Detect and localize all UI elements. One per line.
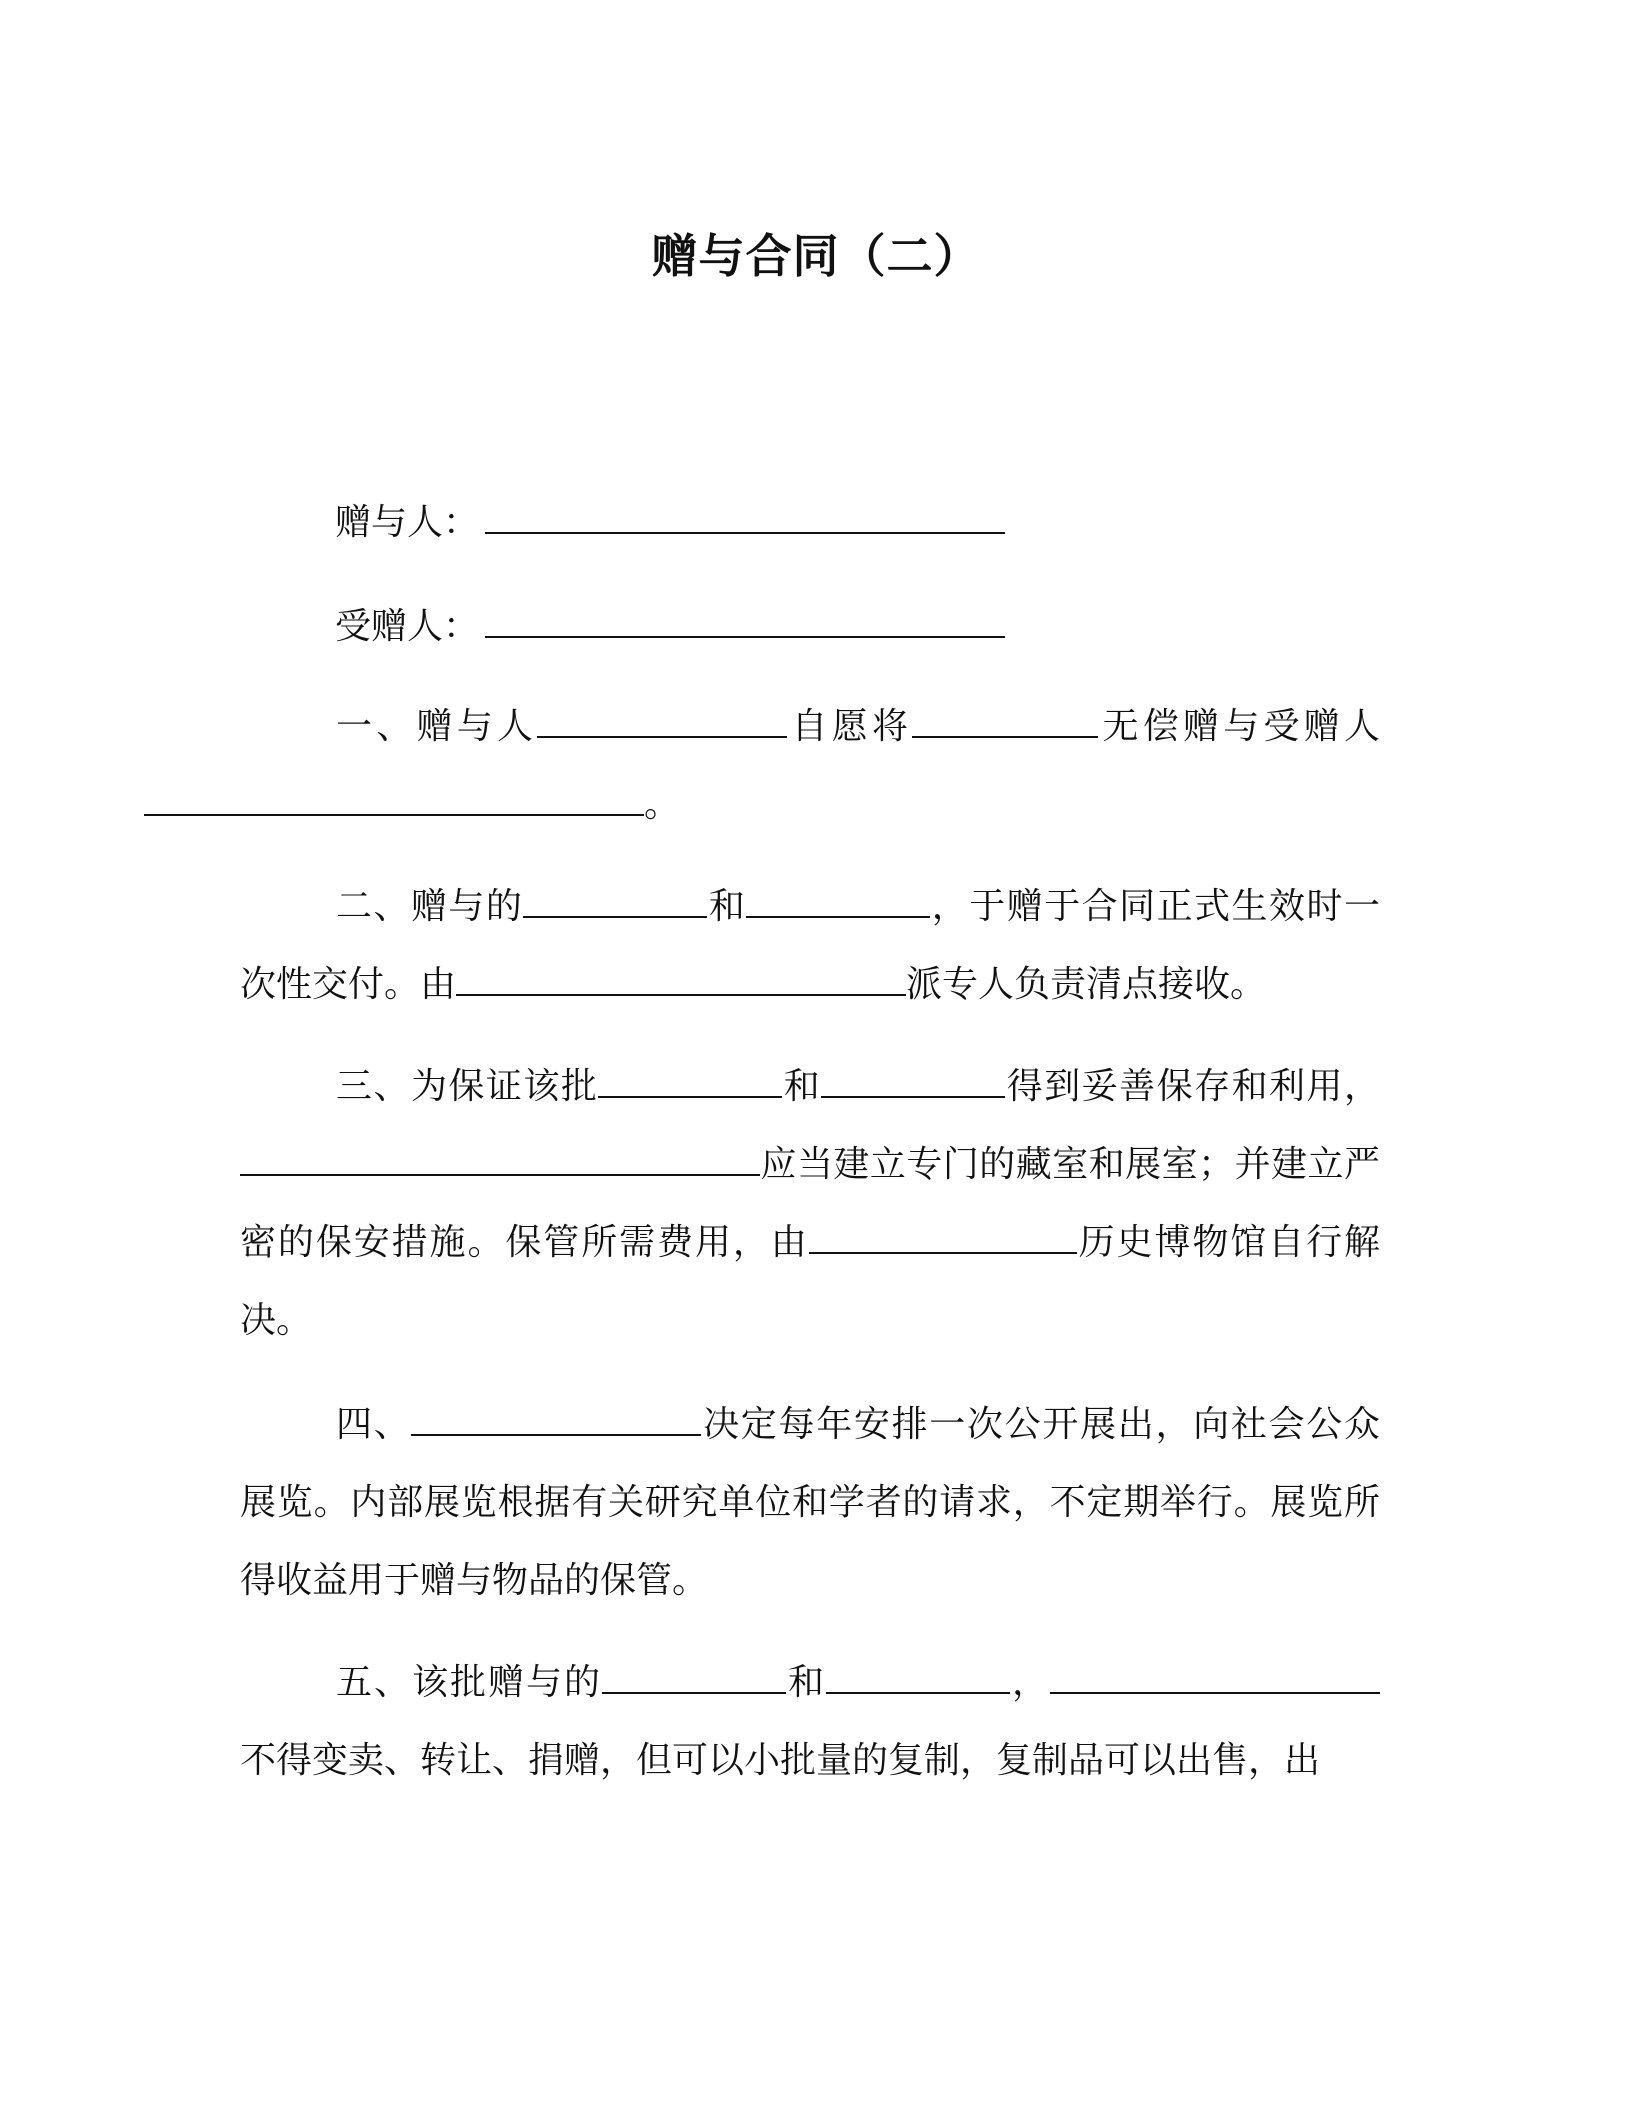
clause-2-blank-1[interactable] xyxy=(523,886,707,918)
clause-2-text-d: 派专人负责清点接收。 xyxy=(906,964,1267,1005)
clause-5-text-d: 不得变卖、转让、捐赠，但可以小批量的复制，复制品可以出售，出 xyxy=(240,1740,1321,1781)
clause-2-text-a: 二、赠与的 xyxy=(336,886,524,927)
clause-3 xyxy=(240,1048,1380,1360)
clause-3-blank-4[interactable] xyxy=(809,1222,1077,1254)
donee-line xyxy=(335,598,1005,649)
clause-5-blank-1[interactable] xyxy=(602,1662,786,1694)
clause-1 xyxy=(240,688,1380,844)
clause-3-blank-1[interactable] xyxy=(598,1066,782,1098)
clause-4-blank-1[interactable] xyxy=(411,1404,701,1436)
clause-3-text-d: 应当建立专门的藏室和展室；并建立严密的保安措施。保管所需费用，由 xyxy=(240,1144,1380,1263)
clause-1-text-b: 自愿将 xyxy=(787,706,913,747)
clause-3-text-c: 得到妥善保存和利用， xyxy=(1005,1066,1380,1107)
clause-2-text-c: ，于赠于合同正式生效时一次性交付。由 xyxy=(240,886,1380,1005)
donee-label: 受赠人： xyxy=(335,606,480,647)
donor-blank[interactable] xyxy=(485,502,1005,534)
clause-3-blank-2[interactable] xyxy=(821,1066,1005,1098)
clause-5-text-b: 和 xyxy=(785,1662,826,1703)
clause-4 xyxy=(240,1386,1380,1620)
document-title: 赠与合同（二） xyxy=(651,229,981,283)
clause-5-text-a: 五、该批赠与的 xyxy=(336,1662,602,1703)
clause-1-text-d: 。 xyxy=(644,784,681,825)
clause-5-text-c: ， xyxy=(1009,1662,1050,1703)
clause-5-blank-3[interactable] xyxy=(1050,1662,1380,1694)
clause-3-text-b: 和 xyxy=(782,1066,822,1107)
clause-4-text-a: 四、 xyxy=(336,1404,412,1445)
clause-5 xyxy=(240,1644,1380,1800)
clause-4-text-b: 决定每年安排一次公开展出，向社会公众展览。内部展览根据有关研究单位和学者的请求，不定期举行。展览所得收益用于赠与物品的保管。 xyxy=(240,1404,1380,1601)
clause-1-blank-2[interactable] xyxy=(912,706,1098,738)
clause-2-blank-3[interactable] xyxy=(456,964,906,996)
clause-3-blank-3[interactable] xyxy=(240,1144,760,1176)
clause-3-text-a: 三、为保证该批 xyxy=(336,1066,599,1107)
clause-2 xyxy=(240,868,1380,1024)
donee-blank[interactable] xyxy=(485,606,1005,638)
clause-3-text-e: 历史博物馆自行解决。 xyxy=(240,1222,1380,1341)
donor-line xyxy=(335,494,1005,545)
clause-1-blank-3[interactable] xyxy=(144,784,644,816)
clause-1-text-a: 一、赠与人 xyxy=(336,706,538,747)
clause-2-blank-2[interactable] xyxy=(746,886,930,918)
clause-1-text-c: 无偿赠与受赠人 xyxy=(1098,706,1380,747)
clause-2-text-b: 和 xyxy=(707,886,747,927)
clause-1-blank-1[interactable] xyxy=(537,706,787,738)
donor-label: 赠与人： xyxy=(335,502,480,543)
clause-5-blank-2[interactable] xyxy=(826,1662,1010,1694)
